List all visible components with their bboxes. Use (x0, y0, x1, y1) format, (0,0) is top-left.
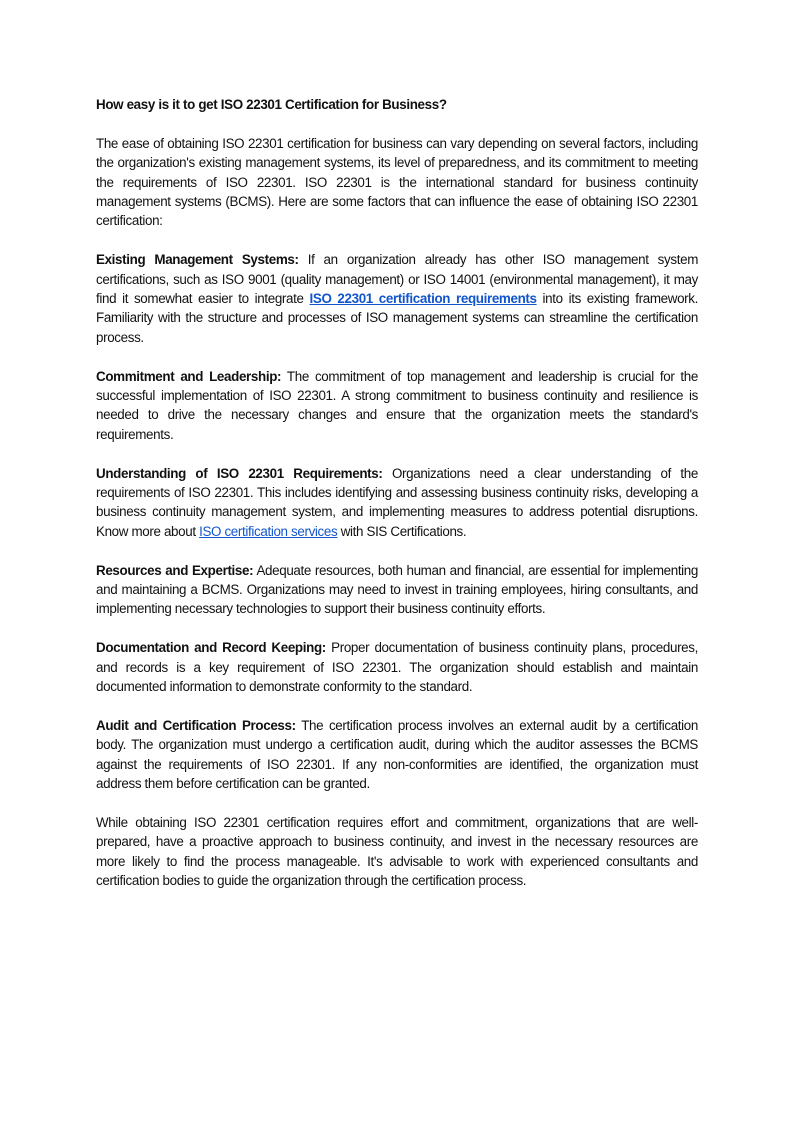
document-title: How easy is it to get ISO 22301 Certification for Business? (96, 97, 447, 112)
section-audit-certification-process (96, 716, 698, 794)
section-heading: Audit and Certification Process: (96, 717, 296, 733)
iso-22301-requirements-link[interactable]: ISO 22301 certification requirements (309, 291, 537, 307)
section-text: The certification process involves an external audit by a certification body. The organization must undergo a certification audit, during which the auditor assesses the BCMS against the requirements of ISO 22301. If any non-conformities are identified, the organization must address them before certification can be granted. (96, 717, 698, 792)
section-heading: Existing Management Systems: (96, 252, 299, 268)
section-text: with SIS Certifications. (337, 523, 467, 539)
section-commitment-leadership (96, 367, 698, 445)
section-text: Adequate resources, both human and financial, are essential for implementing and maintaining a BCMS. Organizations may need to invest in training employees, hiring consultants, and implementing necessary technologies to support their business continuity efforts. (96, 562, 699, 617)
section-understanding-requirements (96, 464, 698, 542)
section-resources-expertise (96, 561, 698, 619)
section-heading: Commitment and Leadership: (96, 368, 282, 384)
section-existing-management-systems (96, 250, 698, 347)
conclusion-paragraph: While obtaining ISO 22301 certification requires effort and commitment, organizations that are well-prepared, have a proactive approach to business continuity, and invest in the necessary resources are more likely to find the process manageable. It's advisable to work with experienced consultants and certification bodies to guide the organization through the certification process. (96, 814, 698, 889)
section-heading: Documentation and Record Keeping: (96, 640, 326, 656)
section-text: The commitment of top management and leadership is crucial for the successful implementation of ISO 22301. A strong commitment to business continuity and resilience is needed to drive the necessary changes and ensure that the organization meets the standard's requirements. (96, 368, 698, 442)
section-documentation-record-keeping (96, 638, 698, 696)
iso-certification-services-link[interactable]: ISO certification services (199, 523, 338, 539)
section-heading: Resources and Expertise: (96, 562, 254, 578)
section-text: into its existing framework. Familiarity with the structure and processes of ISO management systems can streamline the certification process. (96, 291, 698, 345)
section-text: Proper documentation of business continuity plans, procedures, and records is a key requirement of ISO 22301. The organization should establish and maintain documented information to demonstrate conformity to the standard. (96, 640, 698, 695)
section-text: If an organization already has other ISO management system certifications, such as ISO 9001 (quality management) or ISO 14001 (environmental management), it may find it somewhat easier to integrate (96, 252, 698, 307)
intro-paragraph: The ease of obtaining ISO 22301 certification for business can vary depending on several factors, including the organization's existing management systems, its level of preparedness, and its commitment to meeting the requirements of ISO 22301. ISO 22301 is the international standard for business continuity management systems (BCMS). Here are some factors that can influence the ease of obtaining ISO 22301 certification: (96, 135, 698, 229)
document-page (96, 95, 698, 910)
section-heading: Understanding of ISO 22301 Requirements: (96, 465, 383, 481)
section-text: Organizations need a clear understanding of the requirements of ISO 22301. This includes identifying and assessing business continuity risks, developing a business continuity management system, and implementing measures to address potential disruptions. Know more about (96, 465, 698, 539)
